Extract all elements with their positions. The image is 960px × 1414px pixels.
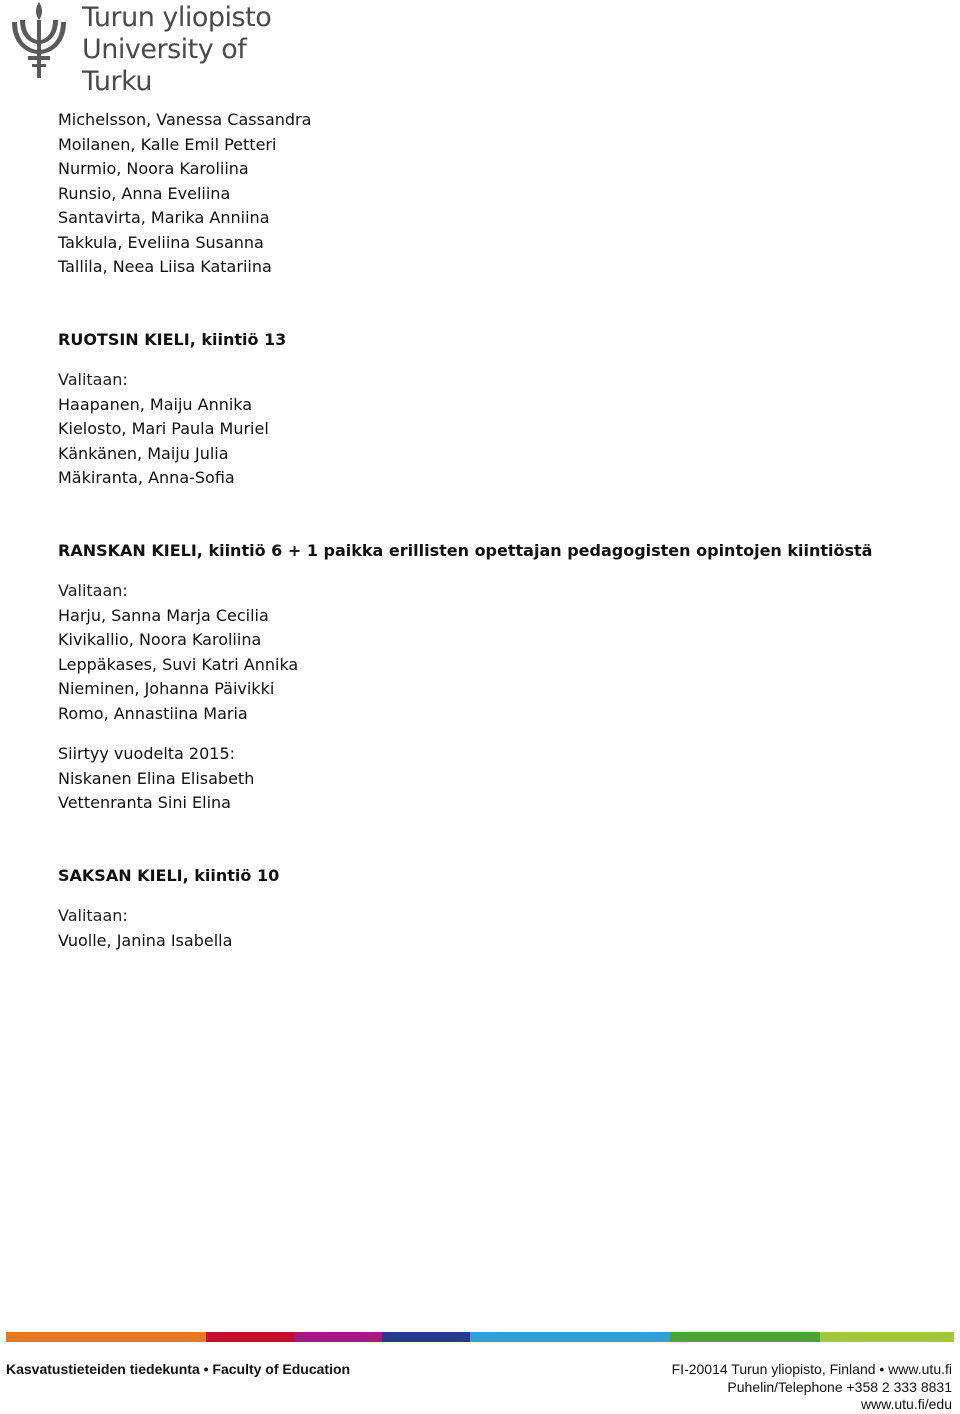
- bar-segment-green: [670, 1332, 820, 1342]
- list-item: Kielosto, Mari Paula Muriel: [58, 419, 269, 438]
- university-torch-emblem-icon: [6, 0, 72, 80]
- list-item: Nurmio, Noora Karoliina: [58, 159, 249, 178]
- spacer: [58, 888, 918, 904]
- transfer-label: Siirtyy vuodelta 2015:: [58, 744, 236, 763]
- list-item: Tallila, Neea Liisa Katariina: [58, 257, 272, 276]
- list-item: Leppäkases, Suvi Katri Annika: [58, 654, 299, 674]
- section-ruotsi: [58, 328, 918, 491]
- list-item: Haapanen, Maiju Annika: [58, 394, 253, 414]
- list-item: Runsio, Anna Eveliina: [58, 183, 231, 203]
- selected-label: Valitaan:: [58, 370, 128, 389]
- university-logo: [6, 0, 276, 97]
- footer-color-bar: [6, 1332, 954, 1342]
- footer-url: www.utu.fi/edu: [860, 1396, 952, 1412]
- list-item: Michelsson, Vanessa Cassandra: [58, 110, 312, 129]
- list-item: Santavirta, Marika Anniina: [58, 208, 270, 227]
- list-item: Takkula, Eveliina Susanna: [58, 232, 264, 252]
- section-ranska: [58, 539, 918, 816]
- bar-segment-lime: [820, 1332, 954, 1342]
- selected-label: Valitaan:: [58, 581, 128, 600]
- list-item: Kivikallio, Noora Karoliina: [58, 630, 262, 649]
- bar-segment-navy: [382, 1332, 470, 1342]
- list-item: Nieminen, Johanna Päivikki: [58, 679, 275, 698]
- footer-phone: Puhelin/Telephone +358 2 333 8831: [727, 1378, 952, 1395]
- spacer: [58, 280, 918, 328]
- document-body: [58, 108, 918, 953]
- list-item: Harju, Sanna Marja Cecilia: [58, 605, 269, 625]
- list-item: Vettenranta Sini Elina: [58, 793, 231, 812]
- logo-line-1: Turun yliopisto: [82, 2, 272, 33]
- section-saksa: [58, 864, 918, 954]
- spacer: [58, 491, 918, 539]
- list-item: Känkänen, Maiju Julia: [58, 443, 229, 463]
- spacer: [58, 352, 918, 368]
- list-item: Vuolle, Janina Isabella: [58, 930, 233, 950]
- intro-name-list: [58, 108, 918, 280]
- section-heading: RANSKAN KIELI, kiintiö 6 + 1 paikka erillisten opettajan pedagogisten opintojen kiintiöstä: [58, 540, 873, 560]
- list-item: Moilanen, Kalle Emil Petteri: [58, 134, 277, 154]
- list-item: Niskanen Elina Elisabeth: [58, 768, 255, 788]
- section-heading: SAKSAN KIELI, kiintiö 10: [58, 865, 280, 885]
- list-item: Romo, Annastiina Maria: [58, 703, 248, 723]
- footer-faculty: Kasvatustieteiden tiedekunta • Faculty of Education: [6, 1361, 351, 1377]
- spacer: [58, 816, 918, 864]
- list-item: Mäkiranta, Anna-Sofia: [58, 468, 235, 487]
- bar-segment-orange: [6, 1332, 206, 1342]
- logo-wordmark: [82, 2, 276, 98]
- footer-address: FI-20014 Turun yliopisto, Finland • www.utu.fi: [671, 1361, 952, 1377]
- logo-line-2: University of Turku: [82, 34, 247, 97]
- spacer: [58, 563, 918, 579]
- bar-segment-blue: [470, 1332, 670, 1342]
- spacer: [58, 726, 918, 742]
- section-heading: RUOTSIN KIELI, kiintiö 13: [58, 329, 287, 349]
- footer-contact: [672, 1361, 952, 1414]
- bar-segment-red: [206, 1332, 294, 1342]
- selected-label: Valitaan:: [58, 906, 128, 925]
- bar-segment-magenta: [294, 1332, 382, 1342]
